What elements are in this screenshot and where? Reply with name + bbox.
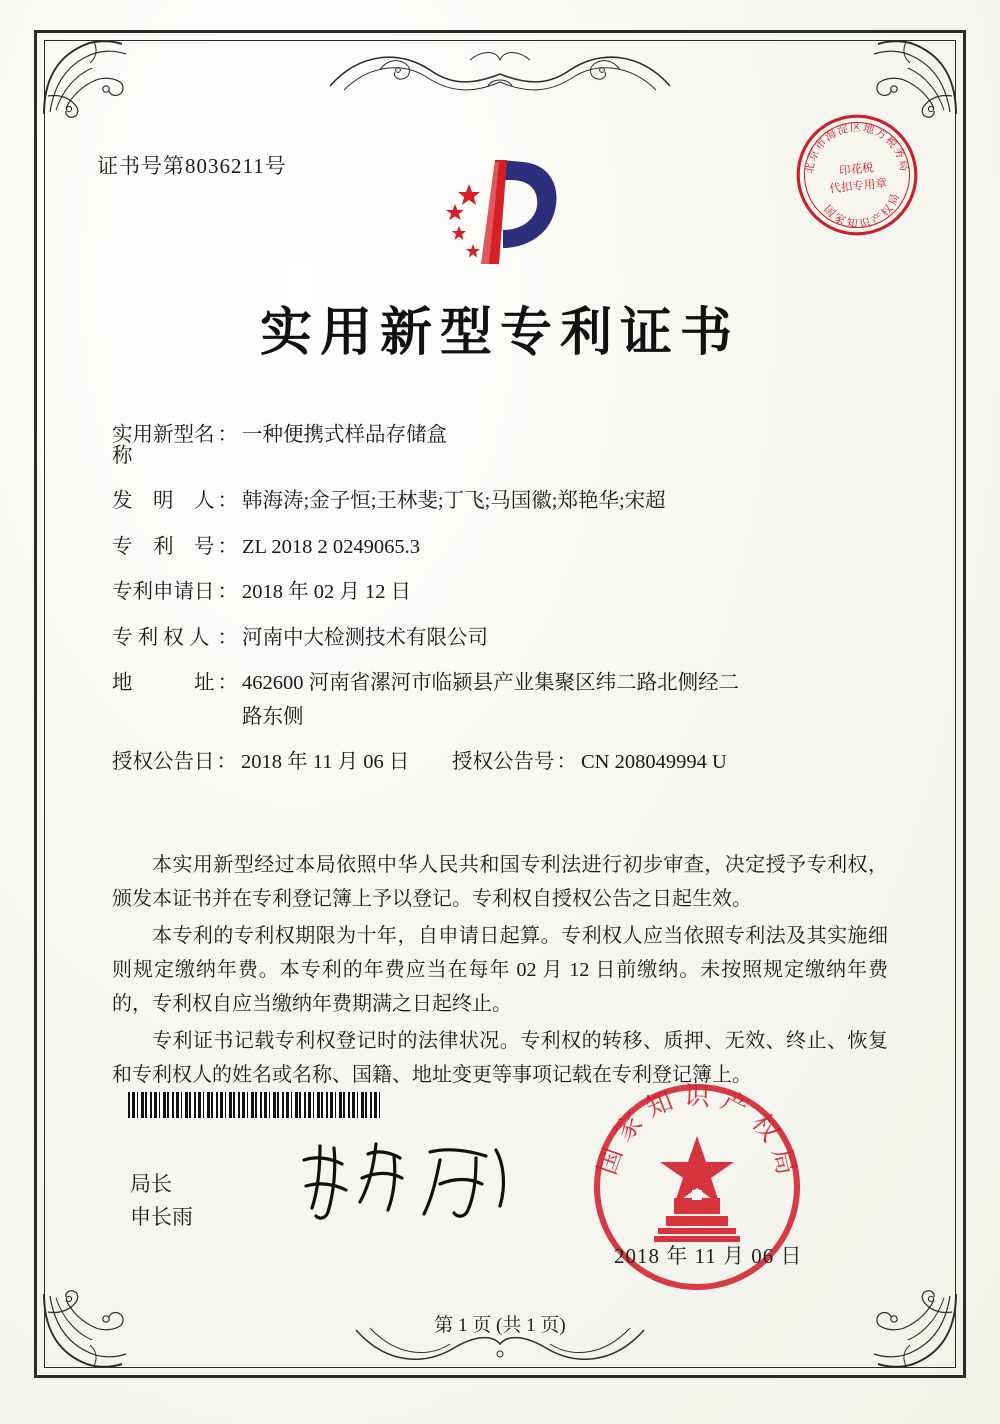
page-title: 实用新型专利证书 (259, 302, 740, 363)
svg-text:印花税: 印花税 (838, 160, 875, 178)
seal-date: 2018 年 11 月 06 日 (614, 1244, 803, 1268)
svg-text:国家知识产权局: 国家知识产权局 (592, 1081, 804, 1187)
field-value: ZL 2018 2 0249065.3 (242, 535, 421, 558)
publication-number-value: CN 208049994 U (581, 751, 727, 773)
field-row-patentee (112, 628, 900, 649)
field-row-address (112, 673, 900, 727)
field-label: 专利申请日 (112, 581, 215, 603)
corner-ornament-icon (36, 32, 146, 122)
field-row-publication (112, 752, 900, 773)
field-colon: ： (216, 751, 237, 773)
field-colon: ： (217, 626, 238, 649)
field-value: 462600 河南省漯河市临颍县产业集聚区纬二路北侧经二 (242, 672, 740, 694)
publication-date-label: 授权公告日 (112, 751, 215, 773)
signature-name: 申长雨 (130, 1205, 193, 1229)
fields-block (112, 425, 900, 779)
field-label: 专 利 号 (112, 535, 215, 558)
field-row-name (112, 425, 900, 466)
legal-paragraph: 本专利的专利权期限为十年，自申请日起算。专利权人应当依照专利法及其实施细则规定缴纳年费。本专利的年费应当在每年 02 月 12 日前缴纳。未按照规定缴纳年费的，专利权自应当缴纳年费期满之日起终止。 (112, 925, 888, 1015)
svg-text:国家知识产权局: 国家知识产权局 (821, 189, 903, 231)
field-row-inventors (112, 491, 900, 512)
field-colon: ： (556, 751, 577, 773)
field-colon: ： (217, 490, 238, 512)
tax-seal-stamp (788, 106, 926, 244)
publication-date-value: 2018 年 11 月 06 日 (241, 751, 410, 773)
field-colon: ： (217, 424, 238, 446)
field-label: 发 明 人 (112, 490, 215, 512)
signature-role: 局长 (130, 1172, 172, 1196)
field-value: 一种便携式样品存储盒 (242, 424, 447, 446)
legal-paragraph: 专利证书记载专利权登记时的法律状况。专利权的转移、质押、无效、终止、恢复和专利权人的姓名或名称、国籍、地址变更等事项记载在专利登记簿上。 (112, 1030, 888, 1086)
field-colon: ： (217, 672, 238, 694)
certificate-number: 证书号第8036211号 (97, 154, 287, 178)
field-label: 实用新型名称 (112, 424, 215, 467)
field-value: 河南中大检测技术有限公司 (242, 626, 488, 649)
field-row-application-date (112, 582, 900, 603)
legal-paragraph: 本实用新型经过本局依照中华人民共和国专利法进行初步审查，决定授予专利权，颁发本证书并在专利登记簿上予以登记。专利权自授权公告之日起生效。 (112, 854, 888, 910)
publication-number-label: 授权公告号 (452, 751, 555, 773)
field-value: 2018 年 02 月 12 日 (242, 581, 412, 603)
patent-office-logo-icon (425, 152, 575, 272)
field-label: 专 利 权 人 (112, 626, 210, 649)
field-value: 韩海涛;金子恒;王林斐;丁飞;马国徽;郑艳华;宋超 (242, 490, 666, 512)
field-colon: ： (217, 535, 238, 558)
field-colon: ： (217, 581, 238, 603)
barcode (128, 1092, 382, 1118)
page-footer: 第 1 页 (共 1 页) (434, 1315, 566, 1336)
legal-text-block (112, 848, 888, 1095)
field-label: 地 址 (112, 672, 215, 694)
signature-block (130, 1168, 193, 1234)
field-row-patent-number (112, 537, 900, 558)
handwritten-signature-icon (290, 1130, 520, 1230)
field-value-continuation: 路东侧 (242, 705, 304, 728)
svg-text:北京市海淀区地方税务局: 北京市海淀区地方税务局 (802, 120, 912, 175)
svg-text:代扣专用章: 代扣专用章 (828, 175, 888, 196)
top-ornament-icon (320, 40, 680, 110)
